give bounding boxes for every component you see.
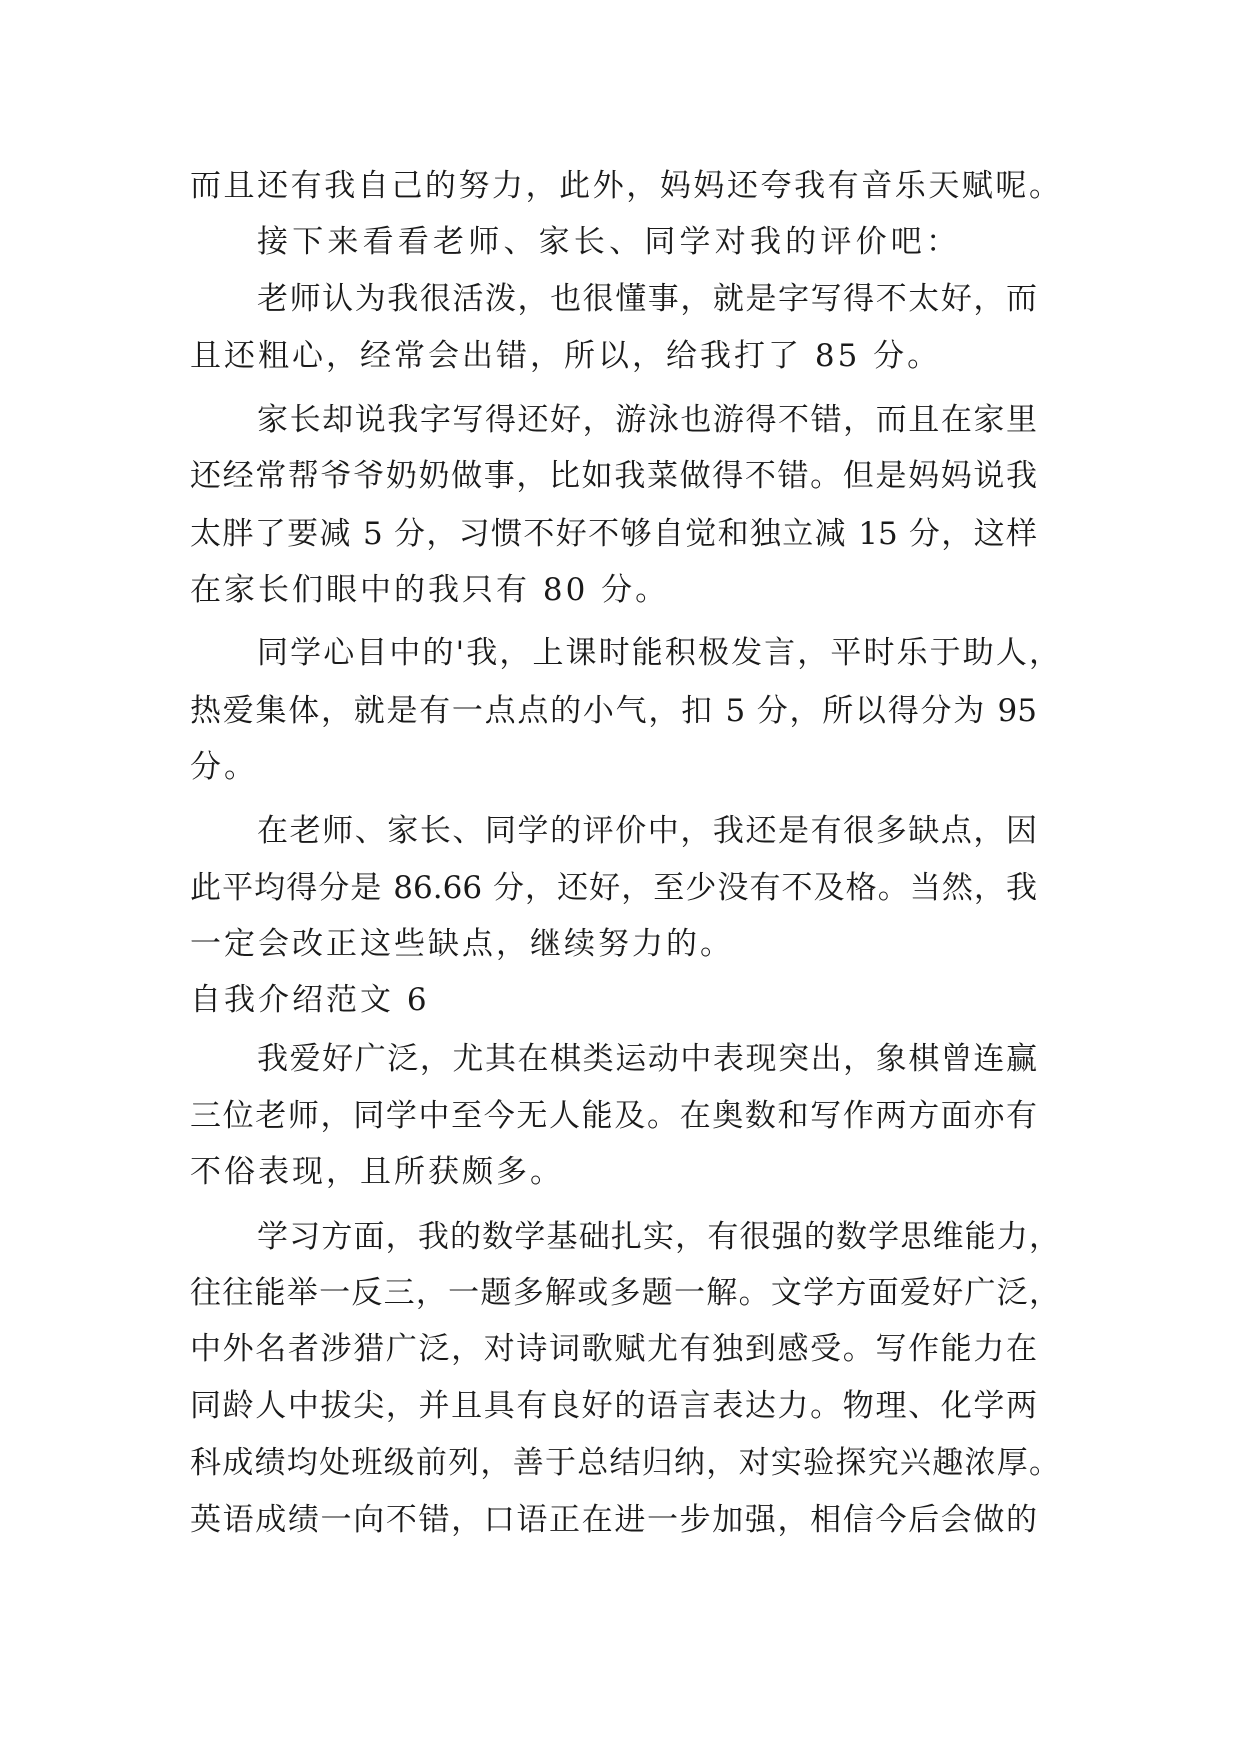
text-line-content: 学习方面，我的数学基础扎实，有很强的数学思维能力， [257,1219,1060,1255]
text-line [0,1376,1241,1436]
text-line [0,1142,1241,1202]
section-heading-text: 自我介绍范文 6 [190,982,430,1018]
text-line-content: 而且还有我自己的努力，此外，妈妈还夸我有音乐天赋呢。 [190,168,1060,204]
text-line [0,1207,1241,1267]
text-line-content: 在家长们眼中的我只有 80 分。 [190,572,670,608]
text-line [0,156,1241,216]
text-line-content: 不俗表现，且所获颇多。 [190,1154,564,1190]
text-line-content: 且还粗心，经常会出错，所以，给我打了 85 分。 [190,338,942,374]
text-line-content: 中外名者涉猎广泛，对诗词歌赋尤有独到感受。写作能力在 [190,1331,1037,1367]
text-line-content: 在老师、家长、同学的评价中，我还是有很多缺点，因 [257,813,1037,849]
text-line-content: 热爱集体，就是有一点点的小气，扣 5 分，所以得分为 95 [190,693,1037,729]
text-line [0,560,1241,620]
text-line-content: 太胖了要减 5 分，习惯不好不够自觉和独立减 15 分，这样 [190,516,1037,552]
text-line [0,1263,1241,1323]
text-line-content: 同学心目中的'我，上课时能积极发言，平时乐于助人， [257,635,1060,671]
text-line-content: 家长却说我字写得还好，游泳也游得不错，而且在家里 [257,402,1037,438]
text-line-content: 分。 [190,749,258,785]
text-line [0,504,1241,564]
text-line-content: 科成绩均处班级前列，善于总结归纳，对实验探究兴趣浓厚。 [190,1445,1060,1481]
text-line-content: 往往能举一反三，一题多解或多题一解。文学方面爱好广泛， [190,1275,1060,1311]
text-line [0,446,1241,506]
text-line-content: 一定会改正这些缺点，继续努力的。 [190,926,734,962]
text-line [0,212,1241,272]
text-line [0,1029,1241,1089]
text-line [0,1433,1241,1493]
text-line [0,269,1241,329]
text-line-content: 还经常帮爷爷奶奶做事，比如我菜做得不错。但是妈妈说我 [190,458,1037,494]
text-line [0,326,1241,386]
text-line-content: 此平均得分是 86.66 分，还好，至少没有不及格。当然，我 [190,870,1037,906]
text-line [0,801,1241,861]
text-line-content: 我爱好广泛，尤其在棋类运动中表现突出，象棋曾连赢 [257,1041,1037,1077]
text-line-content: 同龄人中拔尖，并且具有良好的语言表达力。物理、化学两 [190,1388,1037,1424]
text-line [0,681,1241,741]
text-line [0,737,1241,797]
text-line-content: 接下来看看老师、家长、同学对我的评价吧： [257,224,957,260]
text-line [0,390,1241,450]
text-line [0,858,1241,918]
text-line [0,1086,1241,1146]
text-line-content: 英语成绩一向不错，口语正在进一步加强，相信今后会做的 [190,1502,1037,1538]
text-line [0,1490,1241,1550]
text-line [0,914,1241,974]
text-line [0,1319,1241,1379]
text-line-content: 三位老师，同学中至今无人能及。在奥数和写作两方面亦有 [190,1098,1037,1134]
text-line-content: 老师认为我很活泼，也很懂事，就是字写得不太好，而 [257,281,1037,317]
text-line [0,623,1241,683]
section-heading [0,970,1241,1030]
